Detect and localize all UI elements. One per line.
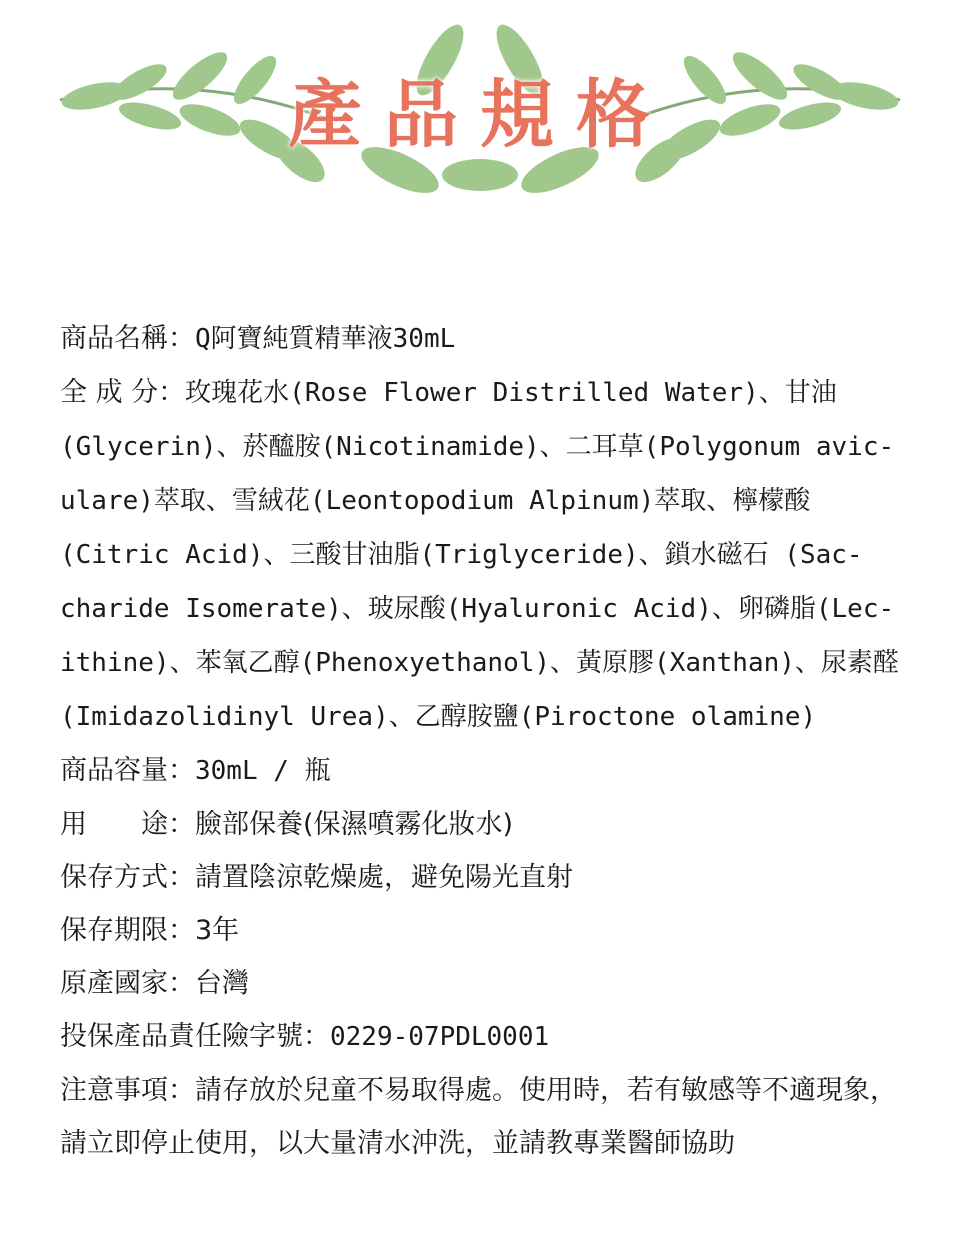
spec-value: 臉部保養(保濕噴霧化妝水) (195, 809, 514, 840)
spec-value: 30mL / 瓶 (195, 756, 331, 786)
spec-row-shelf-life (60, 904, 905, 957)
spec-label: 原產國家： (60, 968, 195, 999)
spec-label: 用 途： (60, 809, 195, 840)
spec-value: 請置陰涼乾燥處，避免陽光直射 (195, 862, 573, 893)
spec-label: 商品名稱： (60, 323, 195, 354)
spec-value: 玫瑰花水(Rose Flower Distrilled Water)、甘油(Glycerin)、菸醯胺(Nicotinamide)、二耳草(Polygonum avic-ulare)萃取、雪絨花(Leontopodium Alpinum)萃取、檸檬酸(Citric Acid)、三酸甘油脂(Triglyceride)、鎖水磁石 (Sac-charide Isomerate)、玻尿酸(Hyaluronic Acid)、卵磷脂(Lec-ithine)、苯氧乙醇(Phenoxyethanol)、黃原膠(Xanthan)、尿素醛(Imidazolidinyl Urea)、乙醇胺鹽(Piroctone olamine) (60, 378, 899, 732)
spec-label: 保存期限： (60, 915, 195, 946)
spec-label: 商品容量： (60, 755, 195, 786)
page-title: 產品規格 (288, 72, 672, 158)
spec-row-origin (60, 957, 905, 1010)
spec-row-insurance (60, 1010, 905, 1064)
spec-value: 台灣 (195, 968, 249, 999)
spec-label: 投保產品責任險字號： (60, 1021, 330, 1052)
spec-value: 3年 (195, 915, 240, 946)
spec-row-ingredients (60, 366, 905, 744)
spec-value: Q阿寶純質精華液30mL (195, 324, 456, 354)
spec-row-usage (60, 798, 905, 851)
spec-row-name (60, 312, 905, 366)
spec-label: 全 成 分： (60, 377, 186, 408)
spec-row-volume (60, 744, 905, 798)
spec-row-storage (60, 851, 905, 904)
spec-value: 請存放於兒童不易取得處。使用時，若有敏感等不適現象，請立即停止使用，以大量清水沖洗，並請教專業醫師協助 (60, 1075, 897, 1159)
spec-row-notes (60, 1064, 905, 1170)
spec-value: 0229-07PDL0001 (330, 1022, 550, 1052)
spec-label: 注意事項： (60, 1075, 195, 1106)
title-banner (0, 0, 960, 220)
spec-list (60, 312, 905, 1170)
spec-label: 保存方式： (60, 862, 195, 893)
